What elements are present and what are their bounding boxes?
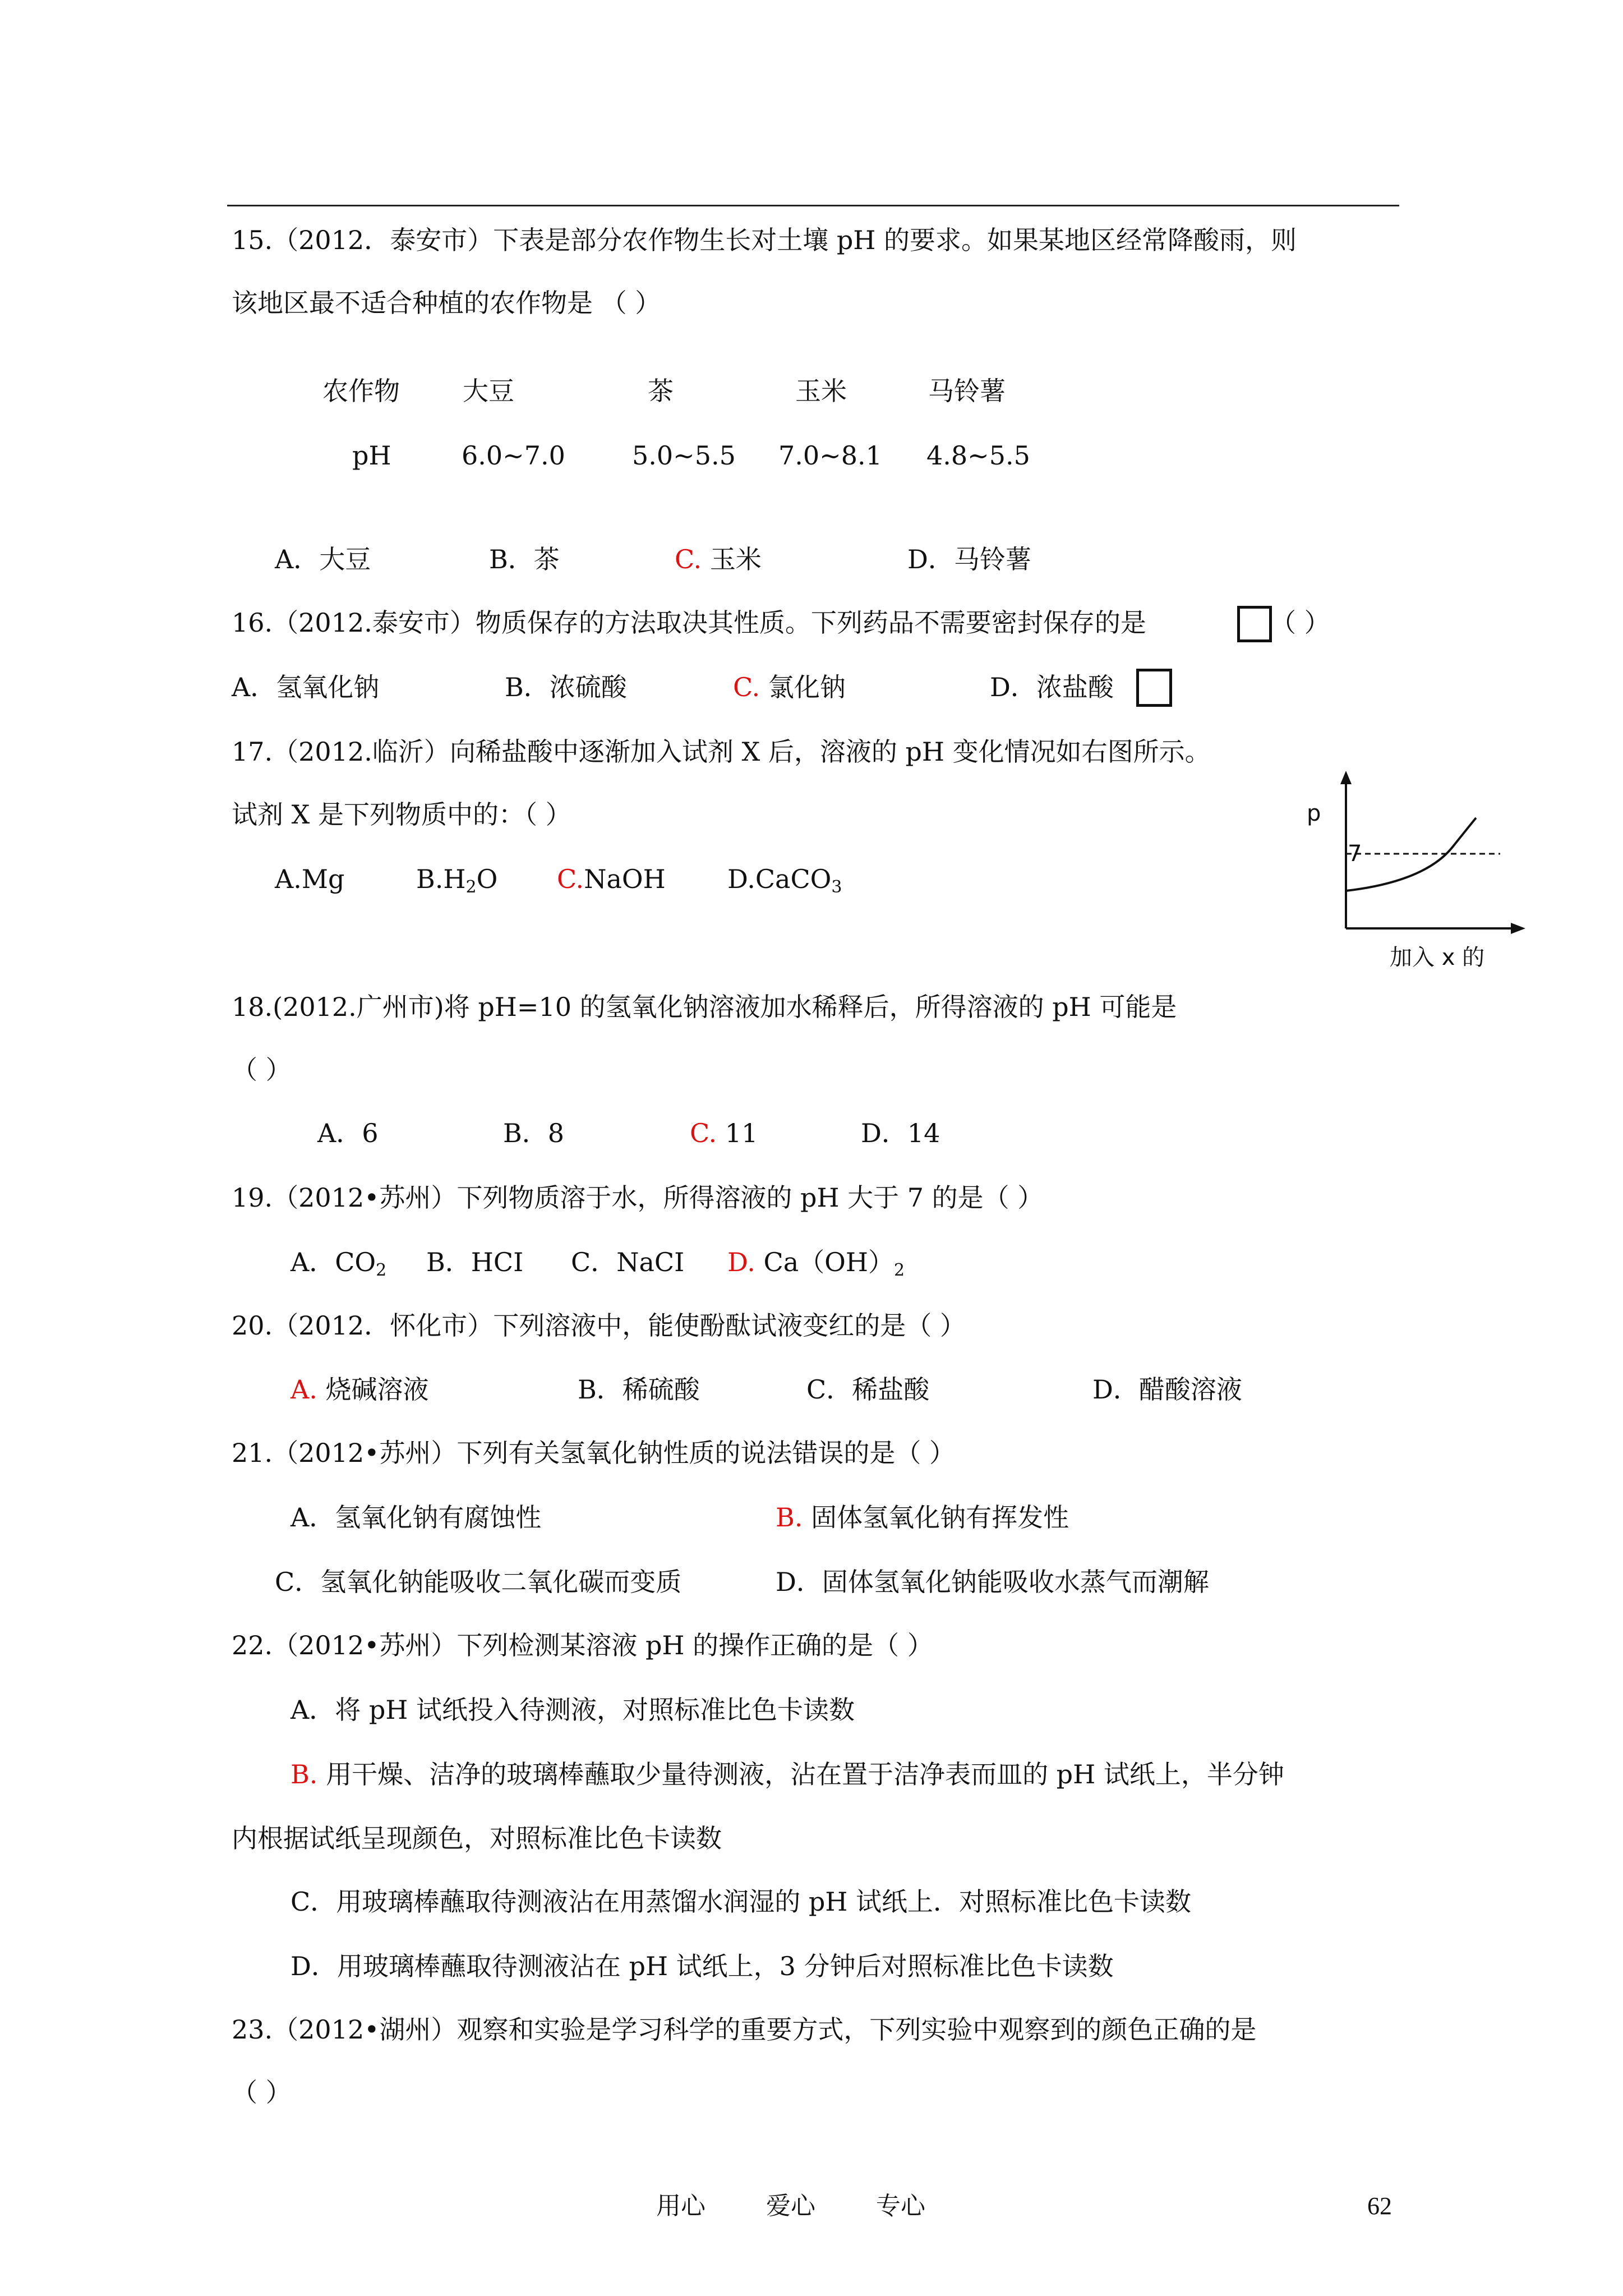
q22-option-b-letter: B.: [291, 1759, 318, 1789]
table-cell-soybean-ph: 6.0~7.0: [462, 440, 565, 471]
q15-option-c-letter: C.: [675, 544, 702, 574]
q16-option-c-text: 氯化钠: [768, 672, 846, 702]
q15-stem-line1: 15.（2012．泰安市）下表是部分农作物生长对土壤 pH 的要求。如果某地区经常降酸雨，则: [232, 225, 1297, 255]
q15-option-d: D．马铃薯: [907, 544, 1031, 574]
q17-option-b-pre: B.H: [416, 864, 466, 894]
footer-word-2: 爱心: [766, 2192, 815, 2220]
q18-option-a: A．6: [317, 1118, 379, 1148]
figure-axes-svg: [1335, 769, 1537, 948]
q19-option-a: [291, 1245, 386, 1279]
q23-stem-line1: 23.（2012•湖州）观察和实验是学习科学的重要方式，下列实验中观察到的颜色正确的是: [232, 2014, 1257, 2045]
q17-stem-line2: 试剂 X 是下列物质中的：（ ）: [232, 799, 571, 830]
table-header-soybean: 大豆: [463, 376, 514, 406]
q17-option-c-text: NaOH: [584, 864, 666, 894]
table-header-tea: 茶: [648, 376, 674, 406]
q16-option-c-letter: C.: [733, 672, 760, 702]
q21-option-c: C．氢氧化钠能吸收二氧化碳而变质: [275, 1567, 682, 1597]
q19-option-a-pre: A．CO: [291, 1247, 376, 1277]
q17-option-c: [557, 862, 666, 896]
q20-option-a-text: 烧碱溶液: [325, 1374, 429, 1405]
header-rule: [227, 205, 1399, 206]
q19-stem: 19.（2012•苏州）下列物质溶于水，所得溶液的 pH 大于 7 的是（ ）: [232, 1182, 1044, 1213]
q16-paren: （ ）: [1270, 608, 1330, 638]
q23-stem-line2: （ ）: [232, 2077, 292, 2108]
figure-y-arrow-icon: [1340, 771, 1352, 784]
q16-answer-box: [1136, 669, 1172, 707]
table-cell-ph-label: pH: [352, 440, 391, 471]
q18-option-c-text: 11: [725, 1118, 758, 1148]
q22-option-d: D．用玻璃棒蘸取待测液沾在 pH 试纸上，3 分钟后对照标准比色卡读数: [291, 1951, 1114, 1981]
q19-option-d-sub: 2: [893, 1260, 905, 1280]
q17-option-d-sub: 3: [831, 877, 842, 897]
figure-y-label: p: [1307, 800, 1321, 826]
q19-option-d-letter: D.: [727, 1247, 755, 1277]
q22-option-b-line1: [291, 1757, 1284, 1791]
q20-option-a-letter: A.: [291, 1374, 317, 1405]
table-header-corn: 玉米: [795, 376, 847, 406]
q16-stem: 16.（2012.泰安市）物质保存的方法取决其性质。下列药品不需要密封保存的是: [232, 608, 1146, 638]
q17-option-b-post: O: [476, 864, 498, 894]
q16-option-c: [733, 670, 846, 704]
q22-option-a: A．将 pH 试纸投入待测液，对照标准比色卡读数: [291, 1695, 855, 1725]
q18-stem-line1: 18.(2012.广州市)将 pH=10 的氢氧化钠溶液加水稀释后，所得溶液的 pH 可能是: [232, 992, 1177, 1022]
figure-ph7-mark: 7: [1348, 841, 1362, 867]
q17-option-c-letter: C.: [557, 864, 584, 894]
footer-word-1: 用心: [656, 2192, 706, 2220]
q20-option-b: B．稀硫酸: [578, 1374, 700, 1405]
q17-option-b: [416, 862, 497, 896]
q20-option-a: [291, 1373, 428, 1406]
q21-option-b-text: 固体氢氧化钠有挥发性: [811, 1502, 1069, 1533]
q21-option-b-letter: B.: [776, 1502, 803, 1533]
q20-option-d: D．醋酸溶液: [1092, 1374, 1242, 1405]
q19-option-d: [727, 1245, 905, 1279]
q19-option-a-sub: 2: [376, 1260, 387, 1280]
q16-blank-box: [1237, 606, 1272, 642]
q17-option-d: [727, 862, 842, 896]
table-cell-corn-ph: 7.0~8.1: [778, 440, 882, 471]
q17-stem-line1: 17.（2012.临沂）向稀盐酸中逐渐加入试剂 X 后，溶液的 pH 变化情况如右图所示。: [232, 737, 1211, 767]
table-cell-potato-ph: 4.8~5.5: [926, 440, 1030, 471]
q18-option-d: D．14: [861, 1118, 940, 1148]
q18-stem-line2: （ ）: [232, 1055, 292, 1085]
q15-option-c: [675, 542, 762, 576]
q16-option-b: B．浓硫酸: [505, 672, 627, 702]
q18-option-c-letter: C.: [690, 1118, 717, 1148]
q21-option-b: [776, 1501, 1069, 1534]
footer-word-3: 专心: [876, 2192, 925, 2220]
q22-option-b-text1: 用干燥、洁净的玻璃棒蘸取少量待测液，沾在置于洁净表而皿的 pH 试纸上，半分钟: [326, 1759, 1284, 1789]
q21-option-d: D．固体氢氧化钠能吸收水蒸气而潮解: [776, 1567, 1209, 1597]
figure-x-label: 加入 x 的: [1390, 945, 1485, 970]
q19-option-c: C．NaCI: [571, 1247, 685, 1277]
figure-x-arrow-icon: [1511, 923, 1525, 934]
q17-option-a: A.Mg: [275, 864, 345, 894]
q22-option-b-line2: 内根据试纸呈现颜色，对照标准比色卡读数: [232, 1823, 722, 1853]
q15-stem-line2: 该地区最不适合种植的农作物是 （ ）: [232, 288, 661, 318]
q22-stem: 22.（2012•苏州）下列检测某溶液 pH 的操作正确的是（ ）: [232, 1630, 933, 1660]
q16-option-a: A．氢氧化钠: [232, 672, 380, 702]
q18-option-c: [690, 1116, 758, 1150]
q21-option-a: A．氢氧化钠有腐蚀性: [291, 1502, 542, 1533]
q19-option-b: B．HCI: [426, 1247, 524, 1277]
q15-option-a: A．大豆: [275, 544, 371, 574]
q17-option-b-sub: 2: [465, 877, 477, 897]
q15-option-b: B．茶: [489, 544, 560, 574]
table-header-crop: 农作物: [322, 376, 400, 406]
table-header-potato: 马铃薯: [928, 376, 1006, 406]
q21-stem: 21.（2012•苏州）下列有关氢氧化钠性质的说法错误的是（ ）: [232, 1438, 955, 1468]
q17-option-d-pre: D.CaCO: [727, 864, 832, 894]
q19-option-d-text: Ca（OH）: [763, 1247, 894, 1277]
q16-option-d: D．浓盐酸: [990, 672, 1114, 702]
page-number: 62: [1367, 2192, 1392, 2220]
table-cell-tea-ph: 5.0~5.5: [632, 440, 736, 471]
q15-option-c-text: 玉米: [709, 544, 762, 574]
q20-stem: 20.（2012．怀化市）下列溶液中，能使酚酞试液变红的是（ ）: [232, 1310, 966, 1341]
q22-option-c: C．用玻璃棒蘸取待测液沾在用蒸馏水润湿的 pH 试纸上．对照标准比色卡读数: [291, 1887, 1192, 1917]
q18-option-b: B．8: [503, 1118, 565, 1148]
q20-option-c: C．稀盐酸: [806, 1374, 930, 1405]
